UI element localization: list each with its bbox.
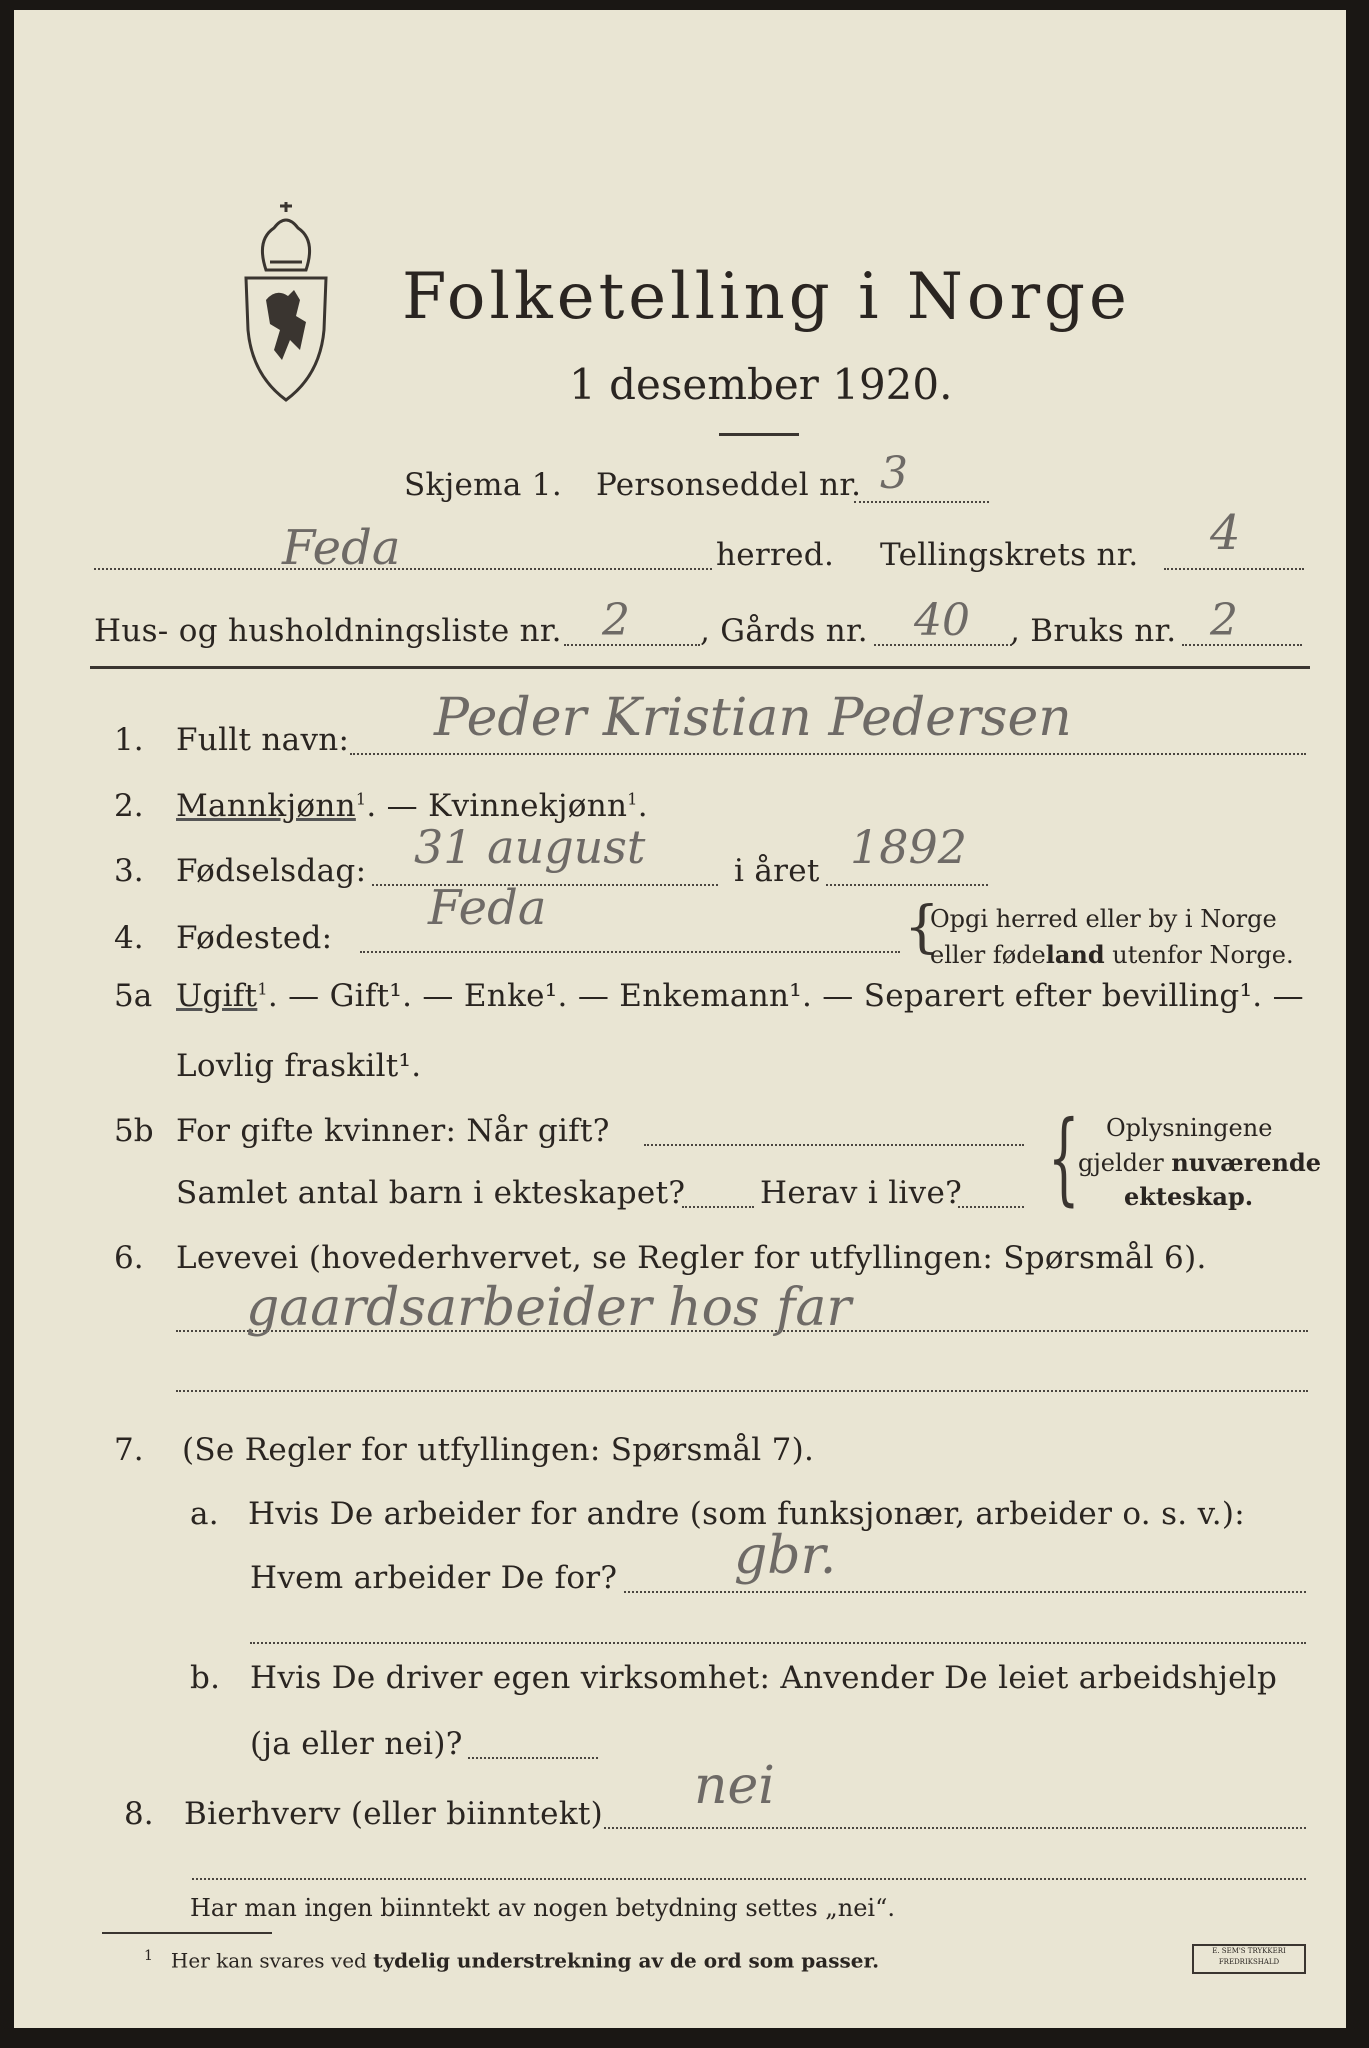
q5b-line3 [958,1206,1024,1208]
q5b-number: 5b [114,1113,154,1149]
q7a-letter: a. [190,1496,219,1532]
q4-number: 4. [114,920,144,956]
personseddel-label: Personseddel nr. [596,467,862,503]
q1-line [350,753,1306,755]
gards-label: , Gårds nr. [700,613,868,649]
census-form [14,10,1346,2028]
q1-value: Peder Kristian Pedersen [434,688,1072,748]
q5a-other-options: . — Gift¹. — Enke¹. — Enkemann¹. — Separert efter bevilling¹. — [267,978,1304,1014]
q3-label: Fødselsdag: [176,853,367,889]
q1-label: Fullt navn: [176,722,350,758]
bruks-value: 2 [1210,595,1238,646]
q7b-letter: b. [190,1660,221,1696]
q7a-value: gbr. [734,1526,837,1586]
q5b-note1: Oplysningene [1106,1114,1273,1142]
q7-number: 7. [114,1432,144,1468]
q5a-options: Ugift$^1$. — Gift¹. — Enke¹. — Enkemann¹. — Separert efter bevilling¹. — [176,978,1304,1014]
q5b-line1 [644,1144,1024,1146]
q6-label: Levevei (hovederhvervet, se Regler for utfyllingen: Spørsmål 6). [176,1240,1207,1276]
tellingskrets-value: 4 [1210,505,1241,561]
q2-female-option: Kvinnekjønn [428,788,628,824]
q5b-brace: { [1047,1099,1080,1216]
q6-number: 6. [114,1240,144,1276]
q7a-line1 [624,1591,1306,1593]
q8-line2 [192,1878,1306,1880]
q5a-line2: Lovlig fraskilt¹. [176,1048,422,1084]
q3-number: 3. [114,853,144,889]
q6-value: gaardsarbeider hos far [246,1278,852,1338]
q5b-label1: For gifte kvinner: Når gift? [176,1113,610,1149]
q5a-ugift-option: Ugift [176,978,258,1014]
q2-male-option: Mannkjønn [176,788,356,824]
tellingskrets-label: Tellingskrets nr. [880,537,1139,573]
q4-line [360,951,900,953]
q5b-label2: Samlet antal barn i ekteskapet? [176,1175,686,1211]
q3-year-label: i året [734,853,820,889]
q5b-label3: Herav i live? [760,1175,963,1211]
q7a-question: Hvem arbeider De for? [250,1560,618,1596]
form-title: Folketelling i Norge [402,260,1131,334]
gards-value: 40 [914,595,970,646]
q3-year-line [826,884,988,886]
q7-label: (Se Regler for utfyllingen: Spørsmål 7). [182,1432,815,1468]
herred-label: herred. [716,537,835,573]
q1-number: 1. [114,722,144,758]
q3-value: 31 august [414,820,646,874]
bruks-line [1182,644,1302,646]
skjema-label: Skjema 1. [404,467,562,503]
hus-value: 2 [602,595,630,646]
q4-value: Feda [428,880,547,936]
q2-options: Mannkjønn$^1$. — Kvinnekjønn$^1$. [176,788,648,824]
norway-coat-of-arms-icon [236,200,336,410]
q8-value: nei [694,1756,775,1816]
footnote: $^1$ Her kan svares ved tydelig understrekning av de ord som passer. [144,1948,880,1973]
q8-line [604,1827,1306,1829]
printer-stamp: E. SEM'S TRYKKERI FREDRIKSHALD [1192,1944,1306,1974]
header-rule [90,666,1310,669]
q4-note-line1: Opgi herred eller by i Norge [930,905,1277,933]
bruks-label: , Bruks nr. [1010,613,1177,649]
q5b-note2: gjelder nuværende [1078,1148,1322,1177]
q5b-note3: ekteskap. [1124,1182,1254,1211]
q5b-line2 [682,1206,754,1208]
herred-value: Feda [282,520,401,576]
q4-note-line2: eller fødeland utenfor Norge. [930,940,1294,969]
q8-number: 8. [124,1796,154,1832]
form-date: 1 desember 1920. [569,360,953,409]
hus-line [564,644,700,646]
q7b-text: Hvis De driver egen virksomhet: Anvender De leiet arbeidshjelp [250,1660,1278,1696]
q8-label: Bierhverv (eller biinntekt) [184,1796,604,1832]
footer-note: Har man ingen biinntekt av nogen betydning settes „nei“. [190,1894,895,1922]
q3-year-value: 1892 [850,820,968,874]
q7b-question: (ja eller nei)? [250,1726,463,1762]
q2-number: 2. [114,788,144,824]
tellingskrets-line [1164,568,1304,570]
hus-label: Hus- og husholdningsliste nr. [94,613,562,649]
q4-brace: { [904,895,940,960]
personseddel-value: 3 [880,448,908,499]
q5a-number: 5a [114,978,153,1014]
personseddel-line [854,501,989,503]
q2-separator: . — [366,788,429,824]
q7a-line2 [250,1642,1306,1644]
footnote-rule [102,1932,272,1934]
q7a-text: Hvis De arbeider for andre (som funksjonær, arbeider o. s. v.): [248,1496,1246,1532]
q6-line2 [176,1390,1308,1392]
title-divider [719,433,799,436]
herred-line [94,568,712,570]
q4-label: Fødested: [176,920,333,956]
q7b-line [468,1757,598,1759]
